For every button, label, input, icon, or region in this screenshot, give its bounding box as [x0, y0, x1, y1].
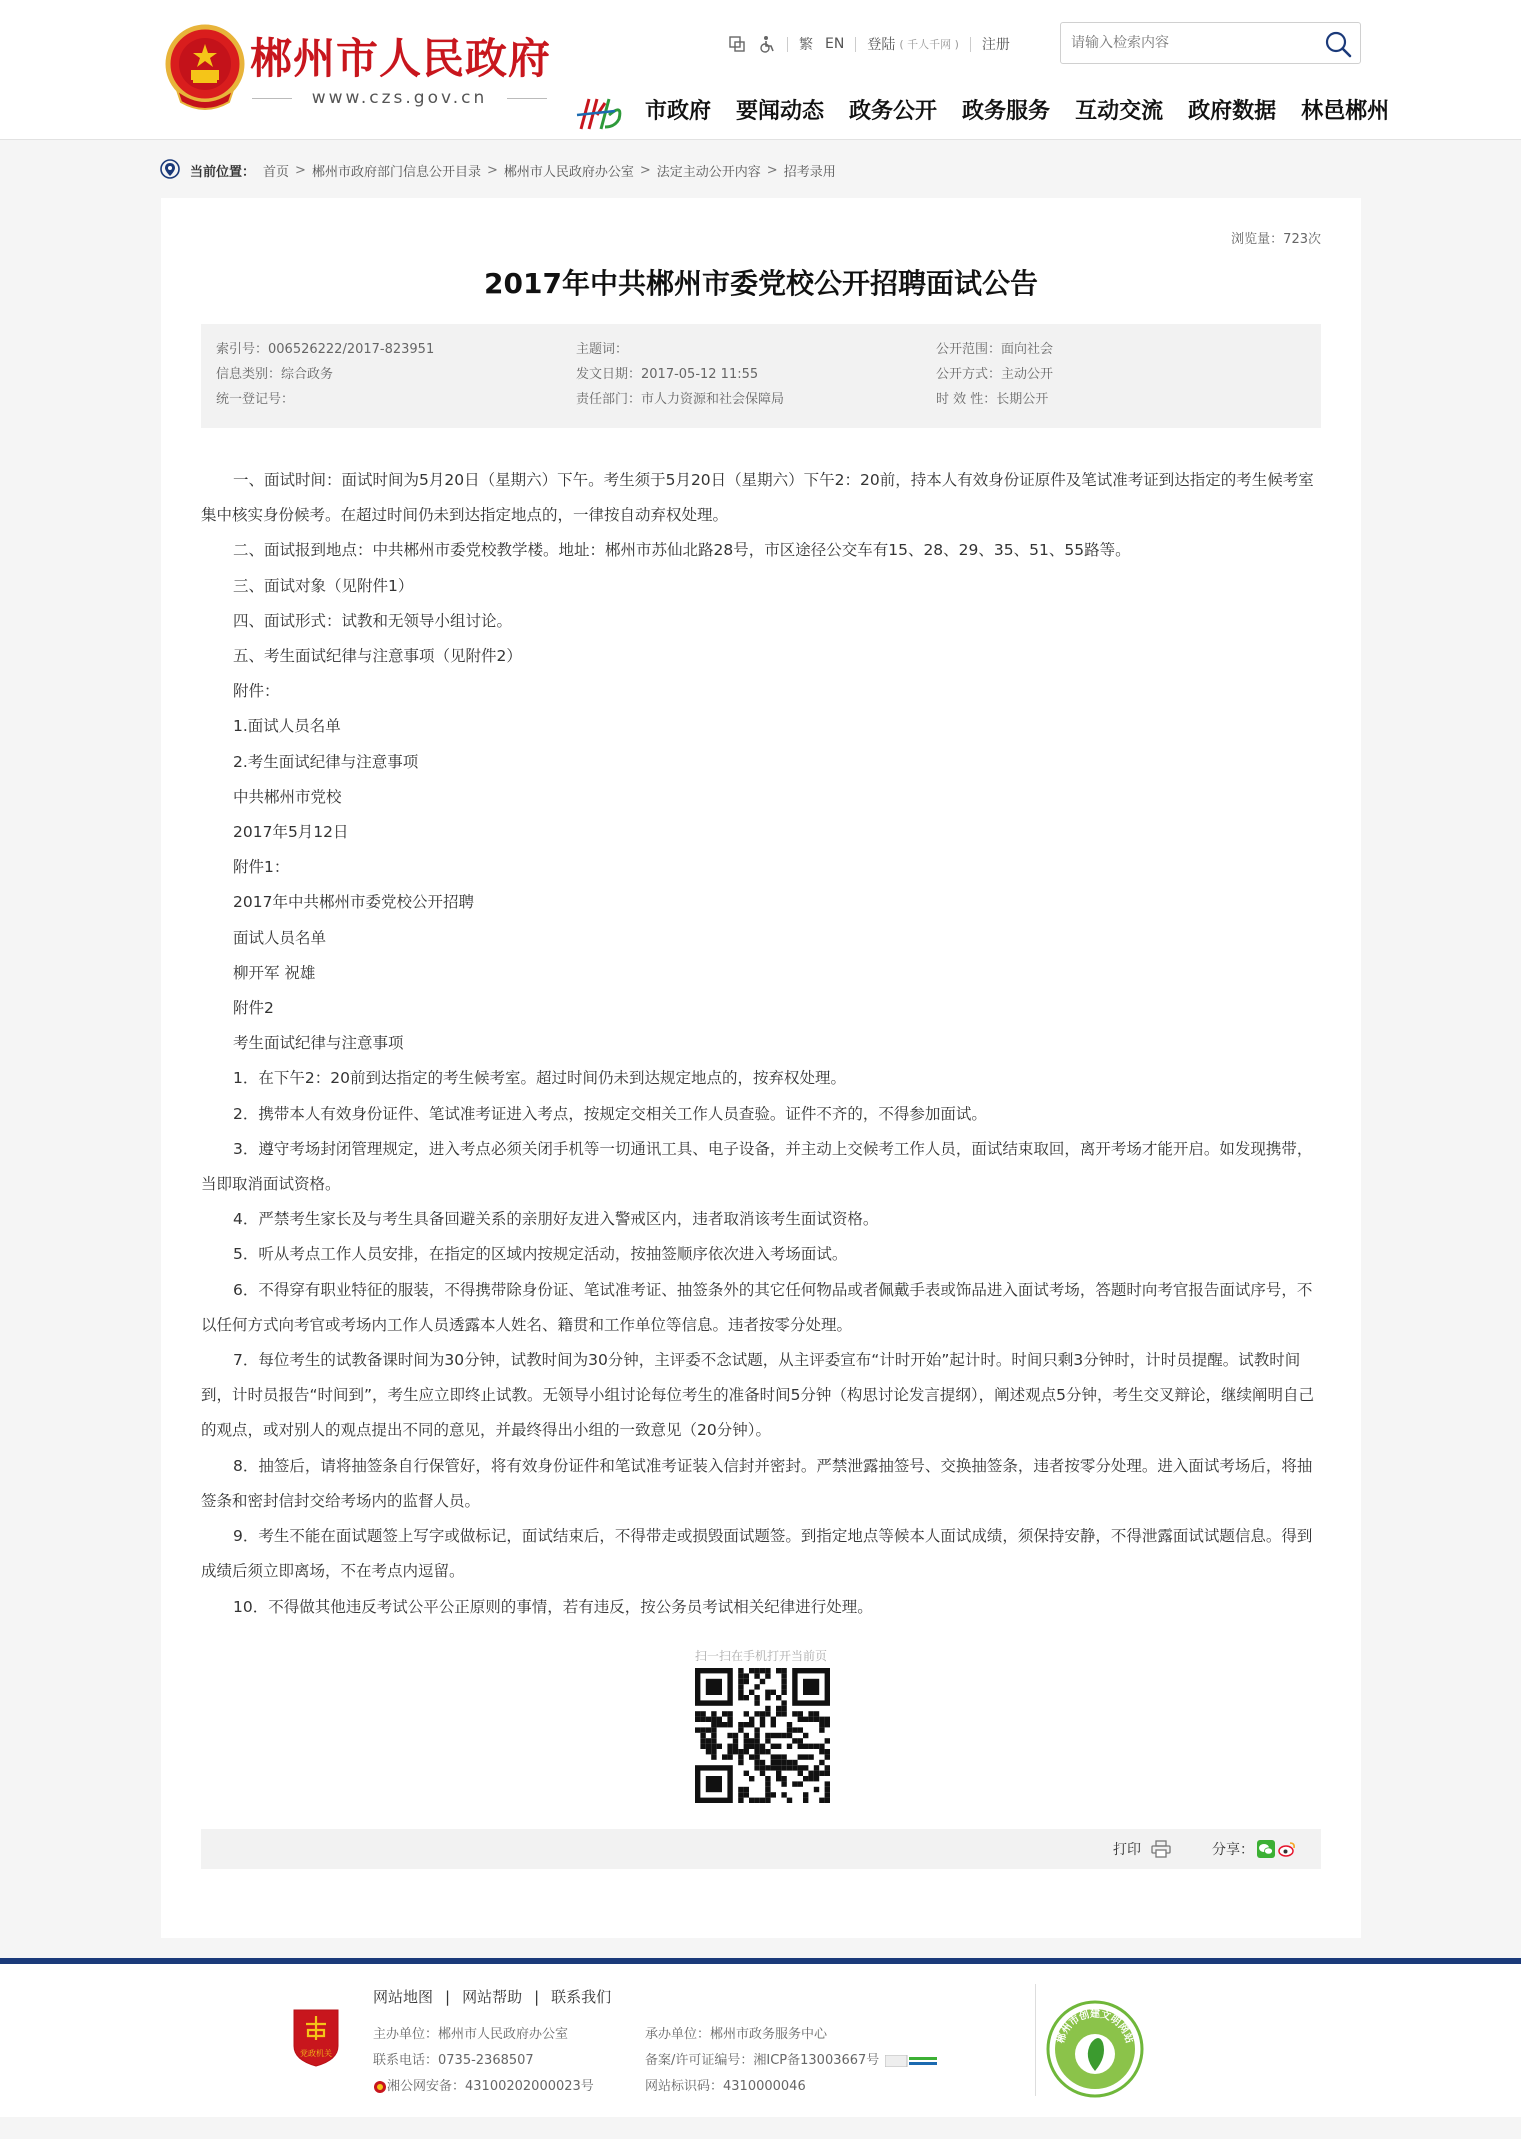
gov-org-badge-icon[interactable] [290, 2006, 342, 2068]
footer-organizer: 承办单位：郴州市政务服务中心 [645, 2027, 828, 2042]
divider [1035, 1984, 1036, 2096]
paragraph: 面试人员名单 [233, 928, 327, 947]
paragraph: 10．不得做其他违反考试公平公正原则的事情，若有违反，按公务员考试相关纪律进行处理。 [233, 1597, 873, 1616]
nav-item-linyi-chenzhou[interactable]: 林邑郴州 [1301, 99, 1390, 124]
site-name[interactable]: 郴州市人民政府 [250, 34, 552, 83]
paragraph: 2.考生面试纪律与注意事项 [233, 752, 419, 771]
article-card [161, 198, 1361, 1938]
breadcrumb-office[interactable]: 郴州市人民政府办公室 [503, 164, 634, 180]
article-title: 2017年中共郴州市委党校公开招聘面试公告 [484, 267, 1038, 300]
paragraph: 附件2 [233, 999, 274, 1018]
paragraph: 2．携带本人有效身份证件、笔试准考证进入考点，按规定交相关工作人员查验。证件不齐的，不得参加面试。 [233, 1104, 987, 1123]
location-pin-icon [160, 159, 180, 181]
breadcrumb [160, 157, 836, 183]
breadcrumb-separator: > [766, 162, 778, 178]
police-badge-icon [373, 2080, 387, 2094]
paragraph: 7．每位考生的试教备课时间为30分钟，试教时间为30分钟，主评委不念试题，从主评委宣布“计时开始”起计时。时间只剩3分钟时，计时员提醒。试教时间到，计时员报告“时间到”，考生应立即终止试教。无领导小组讨论每位考生的准备时间5分钟（构思讨论发言提纲），阐述观点5分钟，考生交叉辩论，继续阐明自己的观点，或对别人的观点提出不同的意见，并最终得出小组的一致意见（20分钟）。 [201, 1351, 1315, 1440]
paragraph: 2017年中共郴州市委党校公开招聘 [233, 893, 474, 912]
wechat-icon[interactable] [1257, 1840, 1275, 1858]
divider: | [534, 1987, 540, 2006]
search-icon[interactable] [1324, 30, 1352, 58]
share-label: 分享： [1212, 1842, 1254, 1858]
paragraph: 附件1： [233, 858, 290, 877]
meta-date: 发文日期：2017-05-12 11:55 [576, 367, 759, 382]
article-body [201, 463, 1321, 1625]
main-nav [640, 92, 1394, 132]
print-button[interactable] [1113, 1829, 1171, 1869]
paragraph: 二、面试报到地点：中共郴州市委党校教学楼。地址：郴州市苏仙北路28号，市区途径公交车有15、28、29、35、51、55路等。 [233, 541, 1131, 560]
meta-scope: 公开范围：面向社会 [936, 342, 1054, 357]
meta-subject: 主题词： [576, 342, 629, 357]
paragraph: 考生面试纪律与注意事项 [233, 1034, 404, 1053]
divider [855, 37, 856, 52]
footer-link-help[interactable]: 网站帮助 [462, 1988, 523, 2006]
divider: | [445, 1987, 451, 2006]
divider [787, 37, 788, 52]
police-record-text: 湘公网安备：43100202000023号 [387, 2079, 594, 2094]
breadcrumb-separator: > [639, 162, 651, 178]
wenming-text: 郴州市创建文明网站 [1055, 2009, 1135, 2045]
share-bar [201, 1829, 1321, 1869]
search-input[interactable] [1071, 23, 1311, 63]
divider [970, 37, 971, 52]
paragraph: 1.面试人员名单 [233, 717, 341, 736]
search-box [1060, 22, 1361, 64]
nav-item-interaction[interactable]: 互动交流 [1075, 99, 1164, 124]
paragraph: 9．考生不能在面试题签上写字或做标记，面试结束后，不得带走或损毁面试题签。到指定地点等候本人面试成绩，须保持安静，不得泄露面试试题信息。得到成绩后须立即离场，不在考点内逗留。 [201, 1527, 1313, 1581]
login-note: ( 千人千网 ) [899, 38, 959, 51]
meta-validity: 时 效 性：长期公开 [936, 392, 1049, 407]
national-emblem-icon [163, 24, 248, 114]
login-label: 登陆 [867, 37, 896, 53]
cnzz-icon [885, 2055, 937, 2067]
english-link[interactable]: EN [825, 36, 845, 52]
nav-item-gov-data[interactable]: 政府数据 [1188, 99, 1277, 124]
qr-code-icon [695, 1668, 830, 1803]
breadcrumb-separator: > [486, 162, 498, 178]
share-group [1212, 1829, 1296, 1869]
qr-caption: 扫一扫在手机打开当前页 [694, 1649, 827, 1663]
breadcrumb-label: 当前位置： [190, 164, 256, 180]
breadcrumb-separator: > [295, 162, 306, 178]
nav-item-gov-affairs[interactable]: 政务公开 [849, 99, 938, 124]
paragraph: 8．抽签后，请将抽签条自行保管好，将有效身份证件和笔试准考证装入信封并密封。严禁泄露抽签号、交换抽签条，违者按零分处理。进入面试考场后，将抽签条和密封信封交给考场内的监督人员。 [201, 1456, 1313, 1510]
meta-dept: 责任部门：市人力资源和社会保障局 [576, 392, 785, 407]
breadcrumb-dept-catalog[interactable]: 郴州市政府部门信息公开目录 [311, 164, 481, 180]
paragraph: 6．不得穿有职业特征的服装，不得携带除身份证、笔试准考证、抽签条外的其它任何物品或者佩戴手表或饰品进入面试考场，答题时向考官报告面试序号，不以任何方式向考官或考场内工作人员透露本人姓名、籍贯和工作单位等信息。违者按零分处理。 [201, 1280, 1313, 1334]
top-links [722, 30, 1016, 58]
nav-item-news[interactable]: 要闻动态 [736, 99, 825, 124]
nav-item-city-government[interactable]: 市政府 [645, 99, 712, 124]
footer-sponsor: 主办单位：郴州市人民政府办公室 [373, 2027, 569, 2042]
nav-item-services[interactable]: 政务服务 [962, 99, 1051, 124]
paragraph: 2017年5月12日 [233, 823, 349, 842]
paragraph: 五、考生面试纪律与注意事项（见附件2） [233, 647, 522, 666]
view-count: 浏览量：723次 [1231, 232, 1321, 247]
paragraph: 中共郴州市党校 [233, 787, 342, 806]
footer-site-id: 网站标识码：4310000046 [645, 2079, 806, 2094]
breadcrumb-statutory[interactable]: 法定主动公开内容 [656, 164, 761, 180]
paragraph: 3．遵守考场封闭管理规定，进入考点必须关闭手机等一切通讯工具、电子设备，并主动上交候考工作人员，面试结束取回，离开考场才能开启。如发现携带，当即取消面试资格。 [201, 1139, 1313, 1194]
wheelchair-icon[interactable] [752, 35, 782, 53]
site-header [0, 0, 1521, 140]
meta-category: 信息类别：综合政务 [216, 367, 334, 382]
footer-police-record[interactable] [373, 2078, 594, 2096]
paragraph: 柳开军 祝雄 [233, 963, 316, 982]
paragraph: 四、面试形式：试教和无领导小组讨论。 [233, 611, 513, 630]
breadcrumb-home[interactable]: 首页 [263, 164, 290, 180]
footer-phone: 联系电话：0735-2368507 [373, 2053, 534, 2068]
weibo-icon[interactable] [1278, 1840, 1296, 1858]
printer-icon [1151, 1840, 1171, 1858]
accessibility-icon[interactable] [722, 35, 752, 53]
login-link[interactable] [861, 34, 965, 54]
paragraph: 1．在下午2：20前到达指定的考生候考室。超过时间仍未到达规定地点的，按弃权处理。 [233, 1069, 846, 1088]
article-meta [201, 324, 1321, 428]
footer-icp[interactable] [645, 2052, 937, 2070]
paragraph: 一、面试时间：面试时间为5月20日（星期六）下午。考生须于5月20日（星期六）下午2：20前，持本人有效身份证原件及笔试准考证到达指定的考生候考室集中核实身份候考。在超过时间仍未到达指定地点的，一律按自动弃权处理。 [201, 471, 1314, 525]
site-footer [0, 1958, 1521, 2117]
meta-index-no: 索引号：006526222/2017-823951 [216, 342, 435, 357]
breadcrumb-recruitment[interactable]: 招考录用 [783, 164, 836, 180]
meta-mode: 公开方式：主动公开 [936, 367, 1054, 382]
footer-link-contact[interactable]: 联系我们 [551, 1988, 612, 2006]
paragraph: 5．听从考点工作人员安排，在指定的区域内按规定活动，按抽签顺序依次进入考场面试。 [233, 1245, 848, 1264]
meta-reg-no: 统一登记号： [216, 392, 295, 407]
paragraph: 三、面试对象（见附件1） [233, 576, 414, 595]
civilized-website-badge-icon[interactable] [1045, 1999, 1145, 2099]
traditional-chinese-link[interactable]: 繁 [799, 37, 813, 53]
register-link[interactable]: 注册 [981, 37, 1010, 53]
nav-logo-icon [575, 93, 627, 133]
site-url: www.czs.gov.cn [252, 86, 547, 110]
footer-link-sitemap[interactable]: 网站地图 [373, 1988, 434, 2006]
icp-text: 备案/许可证编号：湘ICP备13003667号 [645, 2053, 880, 2068]
print-label: 打印 [1113, 1842, 1141, 1858]
paragraph: 4．严禁考生家长及与考生具备回避关系的亲朋好友进入警戒区内，违者取消该考生面试资格。 [233, 1210, 879, 1229]
paragraph: 附件： [233, 682, 280, 701]
badge-text: 党政机关 [300, 2049, 332, 2058]
footer-links [373, 1986, 611, 2007]
